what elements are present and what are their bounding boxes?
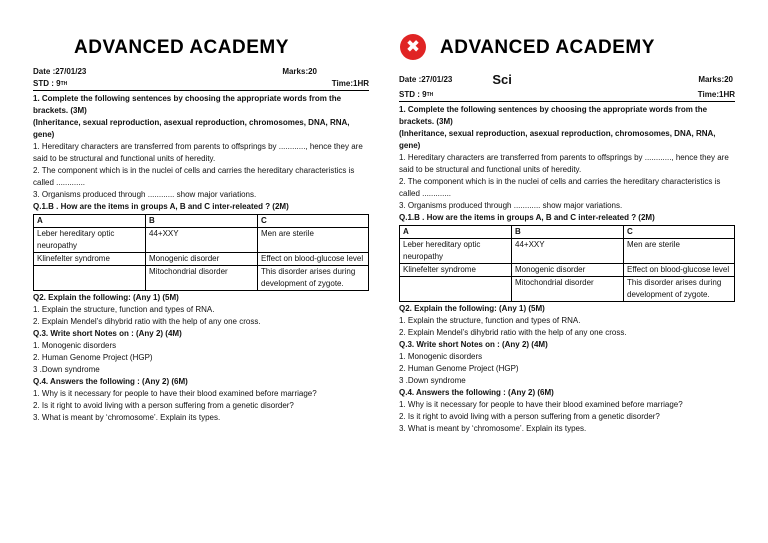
q3-item: 2. Human Genome Project (HGP)	[399, 364, 519, 373]
q3-item: 3 .Down syndrome	[33, 365, 100, 374]
table-cell: Mitochondrial disorder	[146, 266, 258, 291]
marks-text: Marks:20	[282, 67, 317, 76]
table-cell: This disorder arises during development of zygote.	[624, 277, 735, 302]
q3-heading: Q.3. Write short Notes on : (Any 2) (4M)	[33, 329, 182, 338]
table-header-row	[34, 215, 369, 228]
table-cell: Monogenic disorder	[146, 253, 258, 266]
date-marks-row	[33, 66, 369, 78]
table-row	[400, 277, 735, 302]
column-header: C	[624, 226, 735, 239]
column-header: C	[258, 215, 369, 228]
table-cell: 44+XXY	[512, 239, 624, 264]
q4-heading: Q.4. Answers the following : (Any 2) (6M)	[33, 377, 188, 386]
sheet-content	[399, 74, 735, 435]
std-text: STD : 9TH	[399, 90, 434, 99]
q4-item: 3. What is meant by ‘chromosome’. Explain its types.	[399, 424, 587, 433]
table-cell: Effect on blood-glucose level	[624, 264, 735, 277]
q1-item: 2. The component which is in the nuclei of cells and carries the hereditary characteristics is called .............	[33, 166, 355, 187]
table-header-row	[400, 226, 735, 239]
q1-heading: 1. Complete the following sentences by choosing the appropriate words from the brackets. (3M)	[33, 94, 342, 115]
date-text: Date :27/01/23	[399, 75, 453, 84]
exam-sheet-right	[384, 0, 768, 543]
q1-item: 1. Hereditary characters are transferred from parents to offsprings by ............, hence they are said to be structural and functional units of heredity.	[33, 142, 363, 163]
table-cell: Klinefelter syndrome	[34, 253, 146, 266]
std-time-row	[33, 78, 369, 91]
table-cell: Klinefelter syndrome	[400, 264, 512, 277]
q3-item: 2. Human Genome Project (HGP)	[33, 353, 153, 362]
academy-logo-icon: ✖	[400, 34, 426, 60]
q3-heading: Q.3. Write short Notes on : (Any 2) (4M)	[399, 340, 548, 349]
table-row	[34, 253, 369, 266]
q2-item: 1. Explain the structure, function and types of RNA.	[33, 305, 215, 314]
q1-item: 1. Hereditary characters are transferred from parents to offsprings by ............, hence they are said to be structural and functional units of heredity.	[399, 153, 729, 174]
table-cell	[400, 277, 512, 302]
sheet-content	[33, 66, 369, 424]
table-cell: Leber hereditary optic neuropathy	[34, 228, 146, 253]
q4-item: 3. What is meant by ‘chromosome’. Explain its types.	[33, 413, 221, 422]
q3-item: 1. Monogenic disorders	[33, 341, 117, 350]
column-header: A	[400, 226, 512, 239]
q2-heading: Q2. Explain the following: (Any 1) (5M)	[399, 304, 545, 313]
academy-title: ADVANCED ACADEMY	[74, 37, 289, 58]
q3-item: 3 .Down syndrome	[399, 376, 466, 385]
std-text: STD : 9TH	[33, 79, 68, 88]
q1b-heading: Q.1.B . How are the items in groups A, B and C inter-releated ? (2M)	[399, 213, 655, 222]
time-text: Time:1HR	[331, 79, 369, 88]
q2-item: 2. Explain Mendel’s dihybrid ratio with the help of any one cross.	[33, 317, 261, 326]
table-cell	[34, 266, 146, 291]
table-cell: This disorder arises during development of zygote.	[258, 266, 369, 291]
q2-item: 2. Explain Mendel’s dihybrid ratio with the help of any one cross.	[399, 328, 627, 337]
q4-heading: Q.4. Answers the following : (Any 2) (6M)	[399, 388, 554, 397]
q1-item: 2. The component which is in the nuclei of cells and carries the hereditary characteristics is called .............	[399, 177, 721, 198]
table-cell: Men are sterile	[624, 239, 735, 264]
table-row	[400, 264, 735, 277]
table-cell: 44+XXY	[146, 228, 258, 253]
q3-item: 1. Monogenic disorders	[399, 352, 483, 361]
date-marks-row	[399, 74, 735, 86]
table-row	[400, 239, 735, 264]
q4-item: 2. Is it right to avoid living with a person suffering from a genetic disorder?	[33, 401, 294, 410]
matching-table	[33, 214, 369, 291]
q1-heading: 1. Complete the following sentences by choosing the appropriate words from the brackets. (3M)	[399, 105, 708, 126]
q1-options: (Inheritance, sexual reproduction, asexual reproduction, chromosomes, DNA, RNA, gene)	[33, 118, 350, 139]
marks-text: Marks:20	[698, 75, 733, 84]
column-header: B	[512, 226, 624, 239]
q2-item: 1. Explain the structure, function and types of RNA.	[399, 316, 581, 325]
subject-label: Sci	[492, 72, 512, 87]
q1b-heading: Q.1.B . How are the items in groups A, B and C inter-releated ? (2M)	[33, 202, 289, 211]
q1-options: (Inheritance, sexual reproduction, asexual reproduction, chromosomes, DNA, RNA, gene)	[399, 129, 716, 150]
q1-item: 3. Organisms produced through ............ show major variations.	[399, 201, 623, 210]
table-cell: Leber hereditary optic neuropathy	[400, 239, 512, 264]
q1-item: 3. Organisms produced through ............ show major variations.	[33, 190, 257, 199]
matching-table	[399, 225, 735, 302]
table-row	[34, 228, 369, 253]
date-text: Date :27/01/23	[33, 67, 87, 76]
q4-item: 1. Why is it necessary for people to have their blood examined before marriage?	[33, 389, 317, 398]
q4-item: 1. Why is it necessary for people to have their blood examined before marriage?	[399, 400, 683, 409]
academy-title: ADVANCED ACADEMY	[440, 37, 655, 58]
q4-item: 2. Is it right to avoid living with a person suffering from a genetic disorder?	[399, 412, 660, 421]
table-cell: Monogenic disorder	[512, 264, 624, 277]
table-cell: Men are sterile	[258, 228, 369, 253]
std-time-row	[399, 89, 735, 102]
table-cell: Mitochondrial disorder	[512, 277, 624, 302]
column-header: B	[146, 215, 258, 228]
q2-heading: Q2. Explain the following: (Any 1) (5M)	[33, 293, 179, 302]
table-cell: Effect on blood-glucose level	[258, 253, 369, 266]
column-header: A	[34, 215, 146, 228]
time-text: Time:1HR	[697, 90, 735, 99]
table-row	[34, 266, 369, 291]
